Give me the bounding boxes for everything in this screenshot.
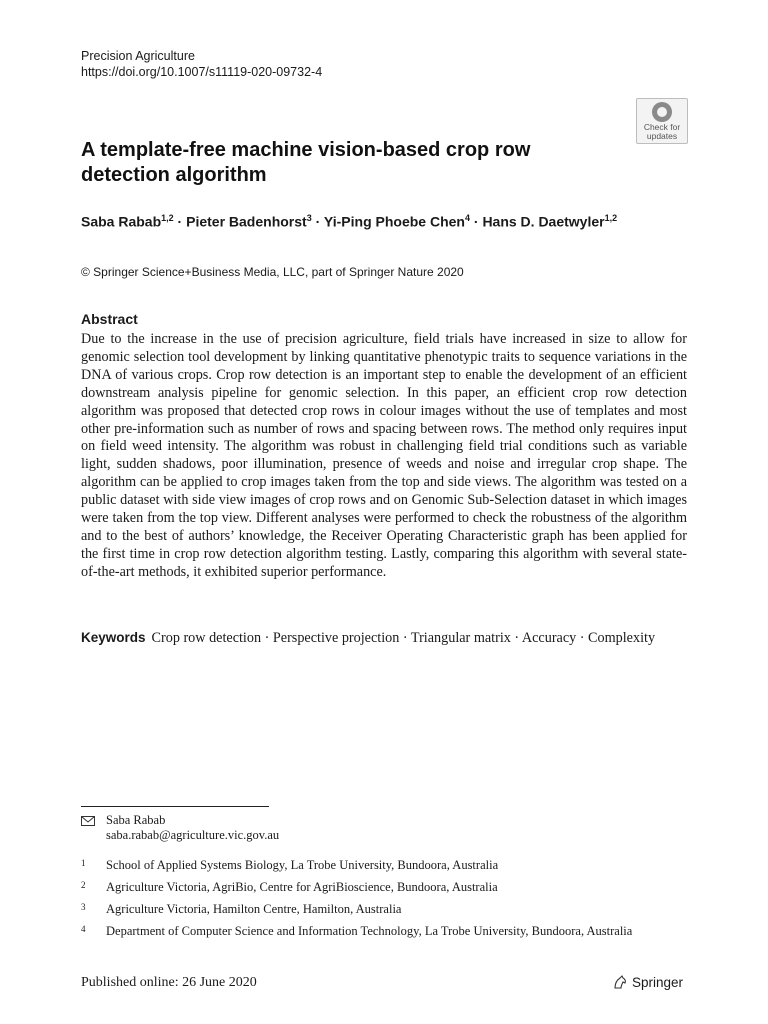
affiliation-1: [81, 858, 687, 873]
abstract-heading: Abstract: [81, 311, 138, 327]
keywords-label: Keywords: [81, 630, 146, 645]
author-list: [81, 208, 721, 232]
corresponding-author-email[interactable]: saba.rabab@agriculture.vic.gov.au: [106, 828, 280, 842]
badge-line-1: Check for: [643, 122, 681, 132]
affiliation-2: [81, 880, 687, 895]
journal-header: [81, 48, 322, 80]
keywords-section: [81, 629, 687, 647]
author-affiliation-marker: 3: [306, 213, 312, 223]
author-name[interactable]: Hans D. Daetwyler: [482, 213, 605, 230]
author-separator: ·: [469, 213, 483, 230]
affiliation-4: [81, 924, 687, 939]
affiliation-text: Agriculture Victoria, Hamilton Centre, Hamilton, Australia: [106, 902, 402, 916]
author-separator: ·: [311, 213, 324, 230]
affiliation-text: School of Applied Systems Biology, La Trobe University, Bundoora, Australia: [106, 858, 499, 872]
author-name[interactable]: Pieter Badenhorst: [186, 213, 307, 230]
abstract-text: Due to the increase in the use of precision agriculture, field trials have increased in size to allow for genomic selection tool development by linking quantitative phenotypic traits to sequence variations in the DNA of various crops. Crop row detection is an important step to enable the development of an efficient downstream analysis pipeline for genomic selection. In this paper, an efficient crop row detection algorithm was proposed that detected crop rows in colour images without the use of templates and most other pre-information such as number of rows and spacing between rows. The method only requires input on field weed intensity. The algorithm was robust in challenging field trial conditions such as variable light, sudden shadows, poor illumination, presence of weeds and noise and irregular crop shape. The algorithm can be applied to crop images taken from the top and side views. The algorithm was tested on a public dataset with side view images of crop rows and on Genomic Sub-Selection dataset in which images were taken from the top view. Different analyses were performed to check the robustness of the algorithm and to the best of authors’ knowledge, the Receiver Operating Characteristic graph has been applied for the first time in crop row detection algorithm testing. Lastly, comparing this algorithm with several state-of-the-art methods, it exhibited superior performance.: [81, 331, 687, 580]
affiliation-number: 1: [81, 858, 86, 868]
author-name[interactable]: Yi-Ping Phoebe Chen: [323, 213, 465, 230]
affiliation-text: Agriculture Victoria, AgriBio, Centre for AgriBioscience, Bundoora, Australia: [106, 880, 498, 894]
publisher-name: Springer: [632, 975, 684, 990]
paper-title: A template-free machine vision-based crop row detection algorithm: [81, 139, 531, 186]
affiliation-number: 2: [81, 880, 86, 890]
check-for-updates-badge[interactable]: [636, 98, 688, 144]
keywords-text: Crop row detection · Perspective projection · Triangular matrix · Accuracy · Complexity: [151, 630, 656, 646]
journal-name: Precision Agriculture: [81, 49, 195, 63]
springer-horse-icon: [612, 974, 628, 990]
author-affiliation-marker: 1,2: [604, 213, 618, 223]
affiliation-3: [81, 902, 687, 917]
publisher-logo[interactable]: [612, 974, 683, 990]
affiliation-text: Department of Computer Science and Information Technology, La Trobe University, Bundoora, Australia: [106, 924, 633, 938]
author-name[interactable]: Saba Rabab: [81, 213, 162, 230]
published-date: Published online: 26 June 2020: [81, 975, 257, 990]
affiliation-number: 3: [81, 902, 86, 912]
envelope-icon: [81, 815, 95, 830]
author-affiliation-marker: 1,2: [161, 213, 174, 223]
corresponding-author: [81, 813, 279, 843]
badge-line-2: updates: [646, 131, 678, 141]
affiliation-number: 4: [81, 924, 86, 934]
author-separator: ·: [173, 213, 187, 230]
doi-link[interactable]: https://doi.org/10.1007/s11119-020-09732-4: [81, 65, 323, 79]
footnote-divider: [81, 806, 269, 807]
copyright-notice: © Springer Science+Business Media, LLC, part of Springer Nature 2020: [81, 265, 464, 279]
corresponding-author-name: Saba Rabab: [106, 813, 166, 827]
check-updates-icon: [652, 102, 672, 122]
author-affiliation-marker: 4: [464, 213, 470, 223]
